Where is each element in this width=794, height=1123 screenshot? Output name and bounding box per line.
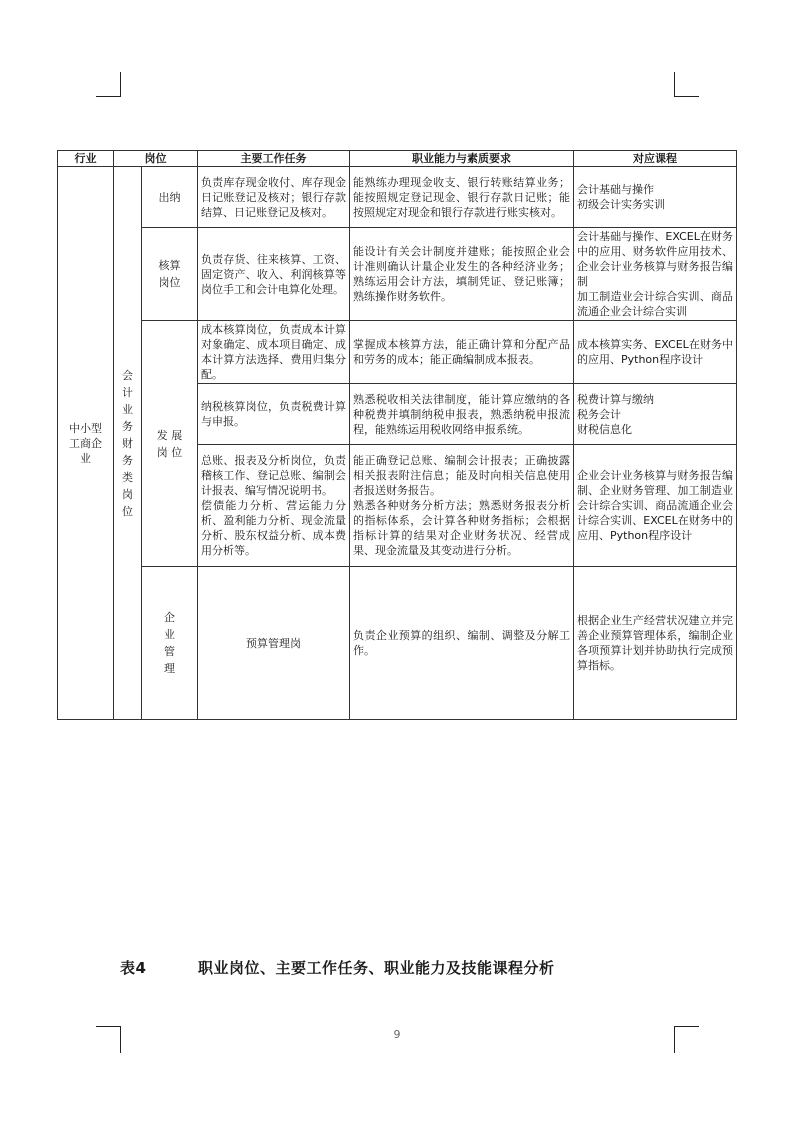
task-paragraph: 偿债能力分析、营运能力分析、盈利能力分析、现金流量分析、股东权益分析、成本费用分析等。: [201, 499, 346, 557]
post-development: [142, 321, 198, 567]
task-paragraph: 总账、报表及分析岗位，负责稽核工作、登记总账、编制会计报表、编写情况说明书。: [201, 454, 346, 497]
ability-cell: 熟悉税收相关法律制度，能计算应缴纳的各种税费并填制纳税申报表，熟悉纳税申报流程，能熟练运用税收网络申报系统。: [350, 384, 574, 445]
job-analysis-table: [57, 150, 737, 720]
ability-cell: 掌握成本核算方法，能正确计算和分配产品和劳务的成本；能正确编制成本报表。: [350, 321, 574, 384]
category-accounting-label: 会计业务财务类岗位: [122, 368, 133, 518]
post-budget: 预算管理岗: [198, 567, 350, 720]
courses-cell: [574, 321, 737, 384]
crop-mark-top-left: [96, 72, 121, 97]
course-item: 会计基础与操作: [577, 183, 654, 196]
category-management-cell: [142, 567, 198, 720]
header-industry: 行业: [58, 151, 114, 167]
post-cashier: 出纳: [142, 167, 198, 228]
ability-paragraph: 能正确登记总账、编制会计报表；正确披露相关报表附注信息；能及时向相关信息使用者报送财务报告。: [353, 454, 570, 497]
course-item: 税费计算与缴纳: [577, 392, 654, 406]
table-row: [58, 167, 737, 228]
category-management-label: 企业管理: [164, 611, 175, 675]
course-item: 财税信息化: [577, 422, 632, 436]
crop-mark-top-right: [674, 72, 699, 97]
ability-cell: 能熟练办理现金收支、银行转账结算业务；能按照规定登记现金、银行存款日记账；能按照规定对现金和银行存款进行账实核对。: [350, 167, 574, 228]
header-post: 岗位: [114, 151, 198, 167]
industry-label: 中小型工商企业: [69, 421, 102, 465]
task-cell: 负责企业预算的组织、编制、调整及分解工作。: [350, 567, 574, 720]
header-courses: 对应课程: [574, 151, 737, 167]
course-item: 企业会计业务核算与财务报告编制、企业财务管理、加工制造业会计综合实训、商品流通企业会计综合实训、EXCEL在财务中的应用、Python程序设计: [577, 469, 733, 542]
courses-cell: [574, 167, 737, 228]
task-cell: 成本核算岗位，负责成本计算对象确定、成本项目确定、成本计算方法选择、费用归集分配。: [198, 321, 350, 384]
task-cell: 负责库存现金收付、库存现金日记账登记及核对；银行存款结算、日记账登记及核对。: [198, 167, 350, 228]
table-header-row: [58, 151, 737, 167]
courses-cell: [574, 445, 737, 567]
post-development-label: 发 展岗 位: [156, 428, 183, 459]
industry-cell: [58, 167, 114, 720]
courses-cell: [574, 384, 737, 445]
course-item: 税务会计: [577, 407, 621, 421]
courses-cell: [574, 228, 737, 321]
table-row: [58, 567, 737, 720]
category-accounting-cell: [114, 167, 142, 720]
caption-title: 职业岗位、主要工作任务、职业能力及技能课程分析: [198, 959, 555, 977]
course-item: 初级会计实务实训: [577, 198, 665, 211]
course-item: 成本核算实务、EXCEL在财务中的应用、Python程序设计: [577, 338, 733, 366]
course-item: 会计基础与操作、EXCEL在财务中的应用、财务软件应用技术、企业会计业务核算与财务报告编制: [577, 230, 733, 288]
task-cell: [198, 445, 350, 567]
task-cell: 纳税核算岗位，负责税费计算与申报。: [198, 384, 350, 445]
ability-cell: 根据企业生产经营状况建立并完善企业预算管理体系，编制企业各项预算计划并协助执行完成预算指标。: [574, 567, 737, 720]
post-accounting: [142, 228, 198, 321]
header-task: 主要工作任务: [198, 151, 350, 167]
ability-cell: 能设计有关会计制度并建账；能按照企业会计准则确认计量企业发生的各种经济业务；熟练运用会计方法，填制凭证、登记账簿；熟练操作财务软件。: [350, 228, 574, 321]
header-ability: 职业能力与素质要求: [350, 151, 574, 167]
table-row: [58, 228, 737, 321]
task-cell: 负责存货、往来核算、工资、固定资产、收入、利润核算等岗位手工和会计电算化处理。: [198, 228, 350, 321]
table-row: [58, 321, 737, 384]
table-caption: [120, 957, 555, 978]
page-number: 9: [393, 1028, 401, 1041]
ability-cell: [350, 445, 574, 567]
caption-label: 表4: [120, 959, 147, 977]
ability-paragraph: 熟悉各种财务分析方法；熟悉财务报表分析的指标体系，会计算各种财务指标；会根据指标计算的结果对企业财务状况、经营成果、现金流量及其变动进行分析。: [353, 499, 570, 557]
course-item: 加工制造业会计综合实训、商品流通企业会计综合实训: [577, 290, 733, 318]
post-accounting-label: 核算岗位: [158, 259, 181, 289]
